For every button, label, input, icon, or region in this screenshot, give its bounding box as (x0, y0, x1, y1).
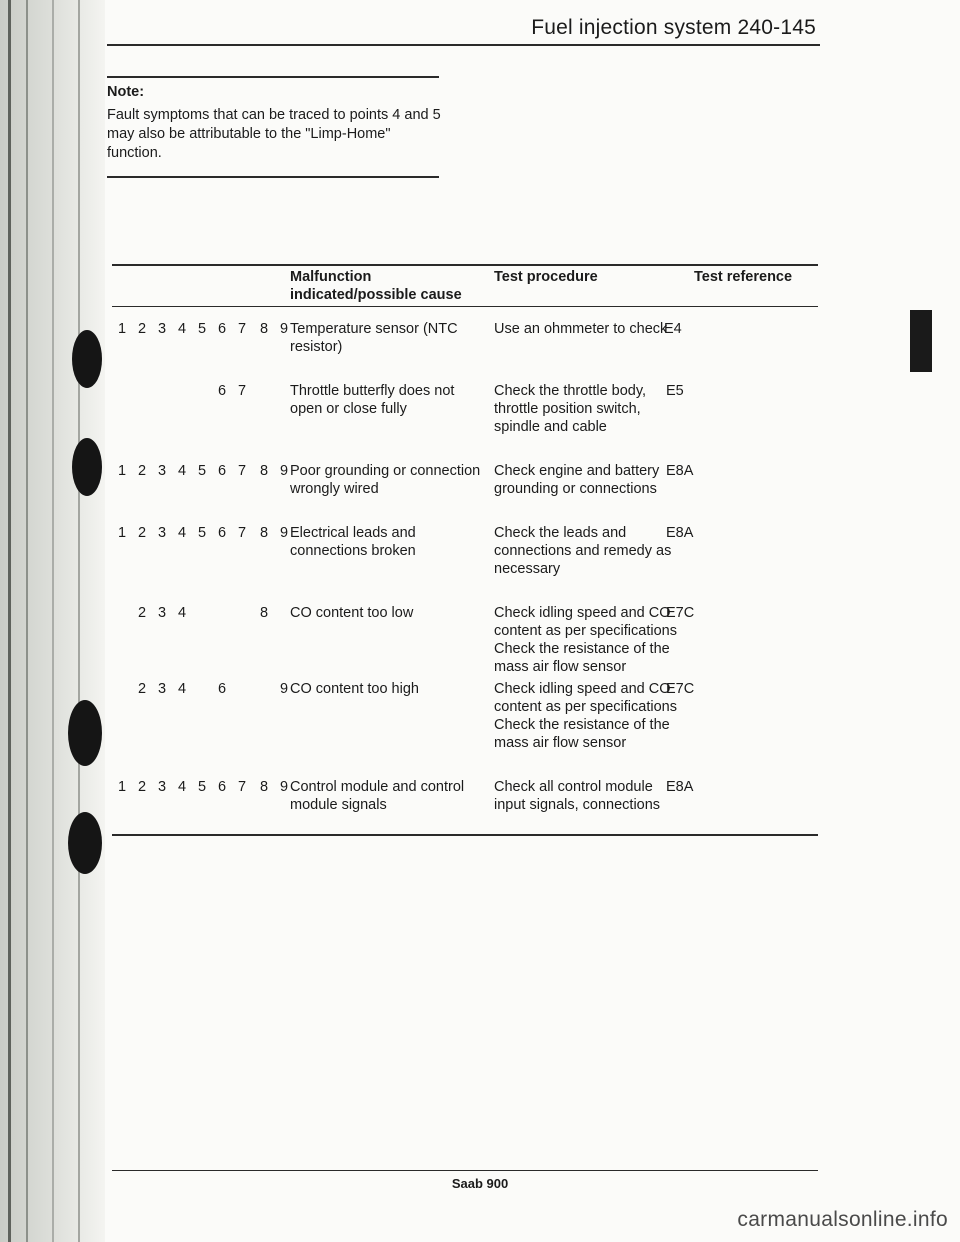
fault-point-number: 6 (217, 525, 227, 541)
fault-point-number: 4 (177, 779, 187, 795)
fault-point-number: 1 (117, 463, 127, 479)
binding-tab (72, 438, 102, 496)
fault-point-number: 1 (117, 779, 127, 795)
binding-tab (72, 330, 102, 388)
header-reference: Test reference (694, 269, 793, 285)
fault-point-number: 2 (137, 463, 147, 479)
table-header-rule (112, 306, 818, 307)
fault-point-number: 3 (157, 779, 167, 795)
malfunction-cause: CO content too low (290, 605, 414, 621)
note-bottom-rule (107, 176, 439, 178)
fault-point-number: 4 (177, 525, 187, 541)
fault-point-number: 1 (117, 525, 127, 541)
fault-point-number: 9 (279, 463, 289, 479)
test-reference: E7C (666, 681, 695, 697)
note-text: Fault symptoms that can be traced to points 4 and 5 may also be attributable to the "Limp-Home" function. (107, 107, 441, 161)
fault-point-number: 8 (259, 779, 269, 795)
table-top-rule (112, 264, 818, 266)
fault-points (112, 462, 289, 482)
test-reference: E8A (666, 525, 694, 541)
fault-point-number: 9 (279, 525, 289, 541)
fault-point-number: 7 (237, 779, 247, 795)
fault-point-number: 2 (137, 681, 147, 697)
fault-point-number: 4 (177, 321, 187, 337)
note-top-rule (107, 76, 439, 78)
fault-point-number: 3 (157, 525, 167, 541)
malfunction-cause: Temperature sensor (NTC resistor) (290, 321, 458, 355)
test-procedure: Check the leads and connections and remedy as necessary (494, 525, 672, 577)
fault-points (112, 524, 289, 544)
binding-stripe (78, 0, 80, 1242)
test-procedure: Check idling speed and CO content as per specifications Check the resistance of the mass air flow sensor (494, 681, 677, 751)
page-header-title: Fuel injection system 240-145 (531, 16, 816, 39)
table-bottom-rule (112, 834, 818, 836)
test-procedure: Check idling speed and CO content as per specifications Check the resistance of the mass air flow sensor (494, 605, 677, 675)
fault-point-number: 6 (217, 681, 227, 697)
malfunction-cause: Throttle butterfly does not open or close fully (290, 383, 455, 417)
malfunction-cause: Control module and control module signals (290, 779, 465, 813)
footer-model: Saab 900 (451, 1176, 509, 1191)
test-reference: E5 (666, 383, 684, 399)
fault-point-number: 2 (137, 321, 147, 337)
fault-points (112, 680, 289, 700)
fault-point-number: 5 (197, 463, 207, 479)
footer-rule (112, 1170, 818, 1171)
fault-points (112, 778, 289, 798)
fault-point-number: 8 (259, 605, 269, 621)
test-reference: E7C (666, 605, 695, 621)
fault-point-number: 5 (197, 779, 207, 795)
fault-points (112, 604, 284, 624)
fault-point-number: 7 (237, 463, 247, 479)
header-procedure: Test procedure (494, 269, 598, 285)
binding-stripe (52, 0, 54, 1242)
header-malfunction (290, 268, 462, 304)
fault-point-number: 3 (157, 321, 167, 337)
fault-point-number: 7 (237, 321, 247, 337)
fault-point-number: 2 (137, 605, 147, 621)
fault-point-number: 7 (237, 383, 247, 399)
note-box (107, 84, 447, 163)
header-malfunction-line1: Malfunction (290, 269, 372, 285)
fault-point-number: 2 (137, 525, 147, 541)
fault-point-number: 7 (237, 525, 247, 541)
watermark: carmanualsonline.info (737, 1208, 948, 1231)
test-reference: E4 (664, 321, 682, 337)
fault-point-number: 6 (217, 321, 227, 337)
fault-point-number: 9 (279, 779, 289, 795)
fault-point-number: 2 (137, 779, 147, 795)
binding-stripe (8, 0, 11, 1242)
page-binding-edge (0, 0, 105, 1242)
fault-point-number: 8 (259, 321, 269, 337)
binding-stripe (26, 0, 28, 1242)
header-rule (107, 44, 820, 46)
fault-point-number: 4 (177, 605, 187, 621)
malfunction-cause: Poor grounding or connection wrongly wired (290, 463, 481, 497)
fault-point-number: 5 (197, 321, 207, 337)
test-procedure: Check all control module input signals, connections (494, 779, 661, 813)
fault-point-number: 4 (177, 463, 187, 479)
fault-point-number: 3 (157, 605, 167, 621)
test-procedure: Check the throttle body, throttle position switch, spindle and cable (494, 383, 647, 435)
malfunction-cause: CO content too high (290, 681, 419, 697)
test-procedure: Check engine and battery grounding or connections (494, 463, 660, 497)
fault-point-number: 9 (279, 321, 289, 337)
fault-point-number: 6 (217, 463, 227, 479)
binding-tab (68, 812, 102, 874)
fault-point-number: 6 (217, 383, 227, 399)
fault-points (112, 382, 284, 402)
section-marker-tab (910, 310, 932, 372)
header-malfunction-line2: indicated/possible cause (290, 287, 462, 303)
fault-point-number: 3 (157, 681, 167, 697)
test-reference: E8A (666, 463, 694, 479)
malfunction-cause: Electrical leads and connections broken (290, 525, 416, 559)
fault-point-number: 1 (117, 321, 127, 337)
fault-point-number: 4 (177, 681, 187, 697)
test-procedure: Use an ohmmeter to check (494, 321, 668, 337)
binding-tab (68, 700, 102, 766)
fault-point-number: 8 (259, 463, 269, 479)
fault-point-number: 3 (157, 463, 167, 479)
fault-point-number: 9 (279, 681, 289, 697)
note-title: Note: (107, 84, 145, 100)
fault-point-number: 5 (197, 525, 207, 541)
fault-point-number: 6 (217, 779, 227, 795)
test-reference: E8A (666, 779, 694, 795)
fault-points (112, 320, 289, 340)
fault-point-number: 8 (259, 525, 269, 541)
